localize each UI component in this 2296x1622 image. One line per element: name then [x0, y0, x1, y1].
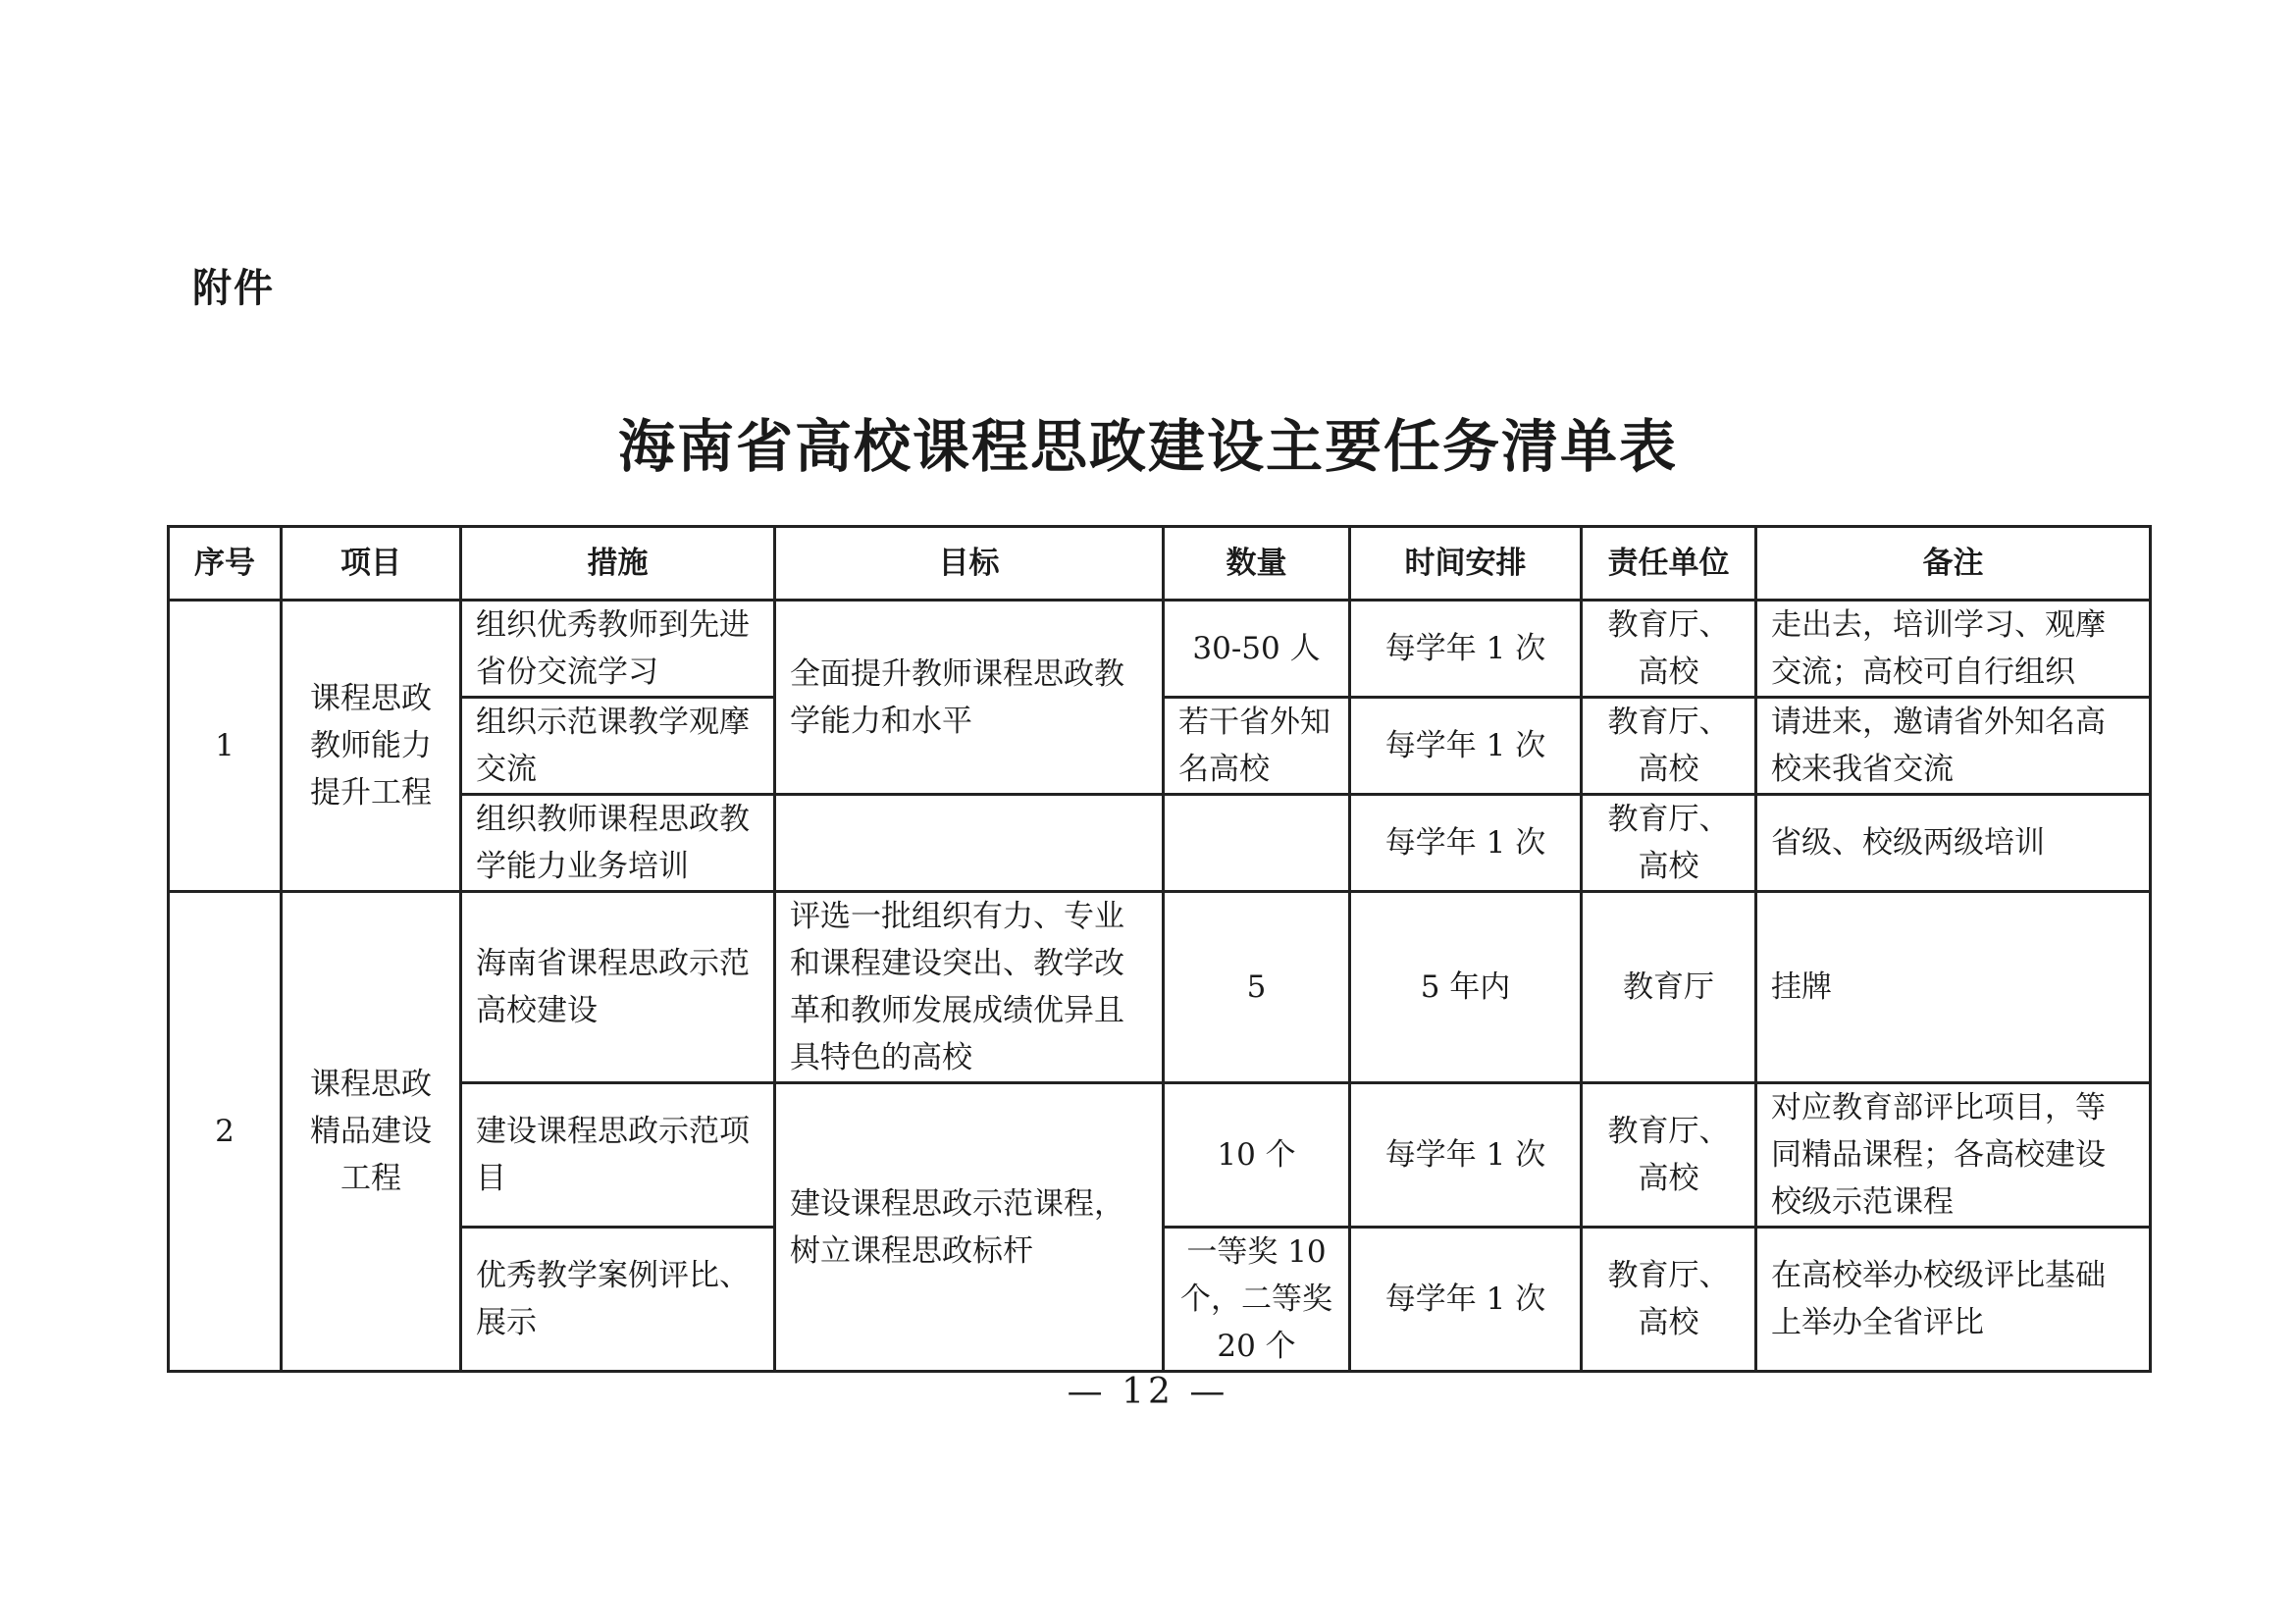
page-number: — 12 — [1067, 1372, 1229, 1412]
unit-cell: 教育厅 [1582, 892, 1756, 1083]
note-cell: 走出去，培训学习、观摩交流；高校可自行组织 [1756, 601, 2151, 698]
table-row [169, 795, 2151, 892]
schedule-cell: 每学年 1 次 [1350, 1083, 1582, 1228]
measure-cell: 建设课程思政示范项目 [461, 1083, 775, 1228]
quantity-cell [1164, 795, 1350, 892]
quantity-cell: 30-50 人 [1164, 601, 1350, 698]
note-cell: 挂牌 [1756, 892, 2151, 1083]
measure-cell: 组织教师课程思政教学能力业务培训 [461, 795, 775, 892]
seq-cell: 2 [169, 892, 282, 1372]
project-cell: 课程思政精品建设工程 [282, 892, 461, 1372]
note-cell: 对应教育部评比项目，等同精品课程；各高校建设校级示范课程 [1756, 1083, 2151, 1228]
schedule-cell: 每学年 1 次 [1350, 698, 1582, 795]
attachment-label: 附件 [192, 266, 275, 311]
header-project: 项目 [282, 527, 461, 601]
table-row [169, 601, 2151, 698]
measure-cell: 优秀教学案例评比、展示 [461, 1228, 775, 1372]
task-list-table [167, 525, 2152, 1373]
quantity-cell: 5 [1164, 892, 1350, 1083]
table-header-row [169, 527, 2151, 601]
schedule-cell: 5 年内 [1350, 892, 1582, 1083]
goal-cell: 评选一批组织有力、专业和课程建设突出、教学改革和教师发展成绩优异且具特色的高校 [775, 892, 1164, 1083]
table-row [169, 1083, 2151, 1228]
unit-cell: 教育厅、高校 [1582, 1083, 1756, 1228]
header-unit: 责任单位 [1582, 527, 1756, 601]
header-goal: 目标 [775, 527, 1164, 601]
unit-cell: 教育厅、高校 [1582, 698, 1756, 795]
seq-cell: 1 [169, 601, 282, 892]
quantity-cell: 10 个 [1164, 1083, 1350, 1228]
unit-cell: 教育厅、高校 [1582, 601, 1756, 698]
quantity-cell: 若干省外知名高校 [1164, 698, 1350, 795]
goal-cell-empty [775, 795, 1164, 892]
note-cell: 在高校举办校级评比基础上举办全省评比 [1756, 1228, 2151, 1372]
quantity-cell: 一等奖 10 个，二等奖 20 个 [1164, 1228, 1350, 1372]
header-measure: 措施 [461, 527, 775, 601]
measure-cell: 组织优秀教师到先进省份交流学习 [461, 601, 775, 698]
note-cell: 省级、校级两级培训 [1756, 795, 2151, 892]
schedule-cell: 每学年 1 次 [1350, 1228, 1582, 1372]
note-cell: 请进来，邀请省外知名高校来我省交流 [1756, 698, 2151, 795]
unit-cell: 教育厅、高校 [1582, 795, 1756, 892]
header-seq: 序号 [169, 527, 282, 601]
header-quantity: 数量 [1164, 527, 1350, 601]
measure-cell: 海南省课程思政示范高校建设 [461, 892, 775, 1083]
schedule-cell: 每学年 1 次 [1350, 601, 1582, 698]
goal-cell: 建设课程思政示范课程，树立课程思政标杆 [775, 1083, 1164, 1372]
measure-cell: 组织示范课教学观摩交流 [461, 698, 775, 795]
goal-cell: 全面提升教师课程思政教学能力和水平 [775, 601, 1164, 795]
header-note: 备注 [1756, 527, 2151, 601]
table-row [169, 892, 2151, 1083]
schedule-cell: 每学年 1 次 [1350, 795, 1582, 892]
header-schedule: 时间安排 [1350, 527, 1582, 601]
unit-cell: 教育厅、高校 [1582, 1228, 1756, 1372]
document-title: 海南省高校课程思政建设主要任务清单表 [617, 413, 1678, 480]
project-cell: 课程思政教师能力提升工程 [282, 601, 461, 892]
